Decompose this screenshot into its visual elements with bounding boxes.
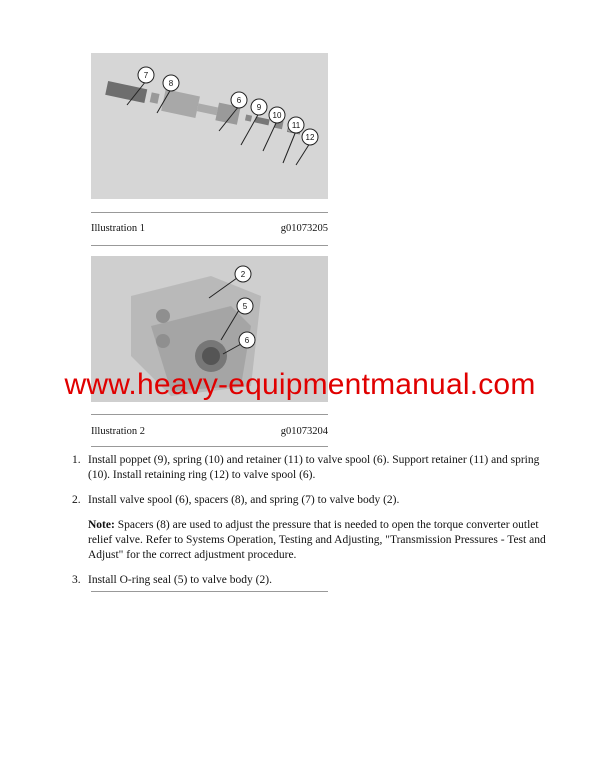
note-text: Spacers (8) are used to adjust the pressure that is needed to open the torque converter outlet relief valve. Refer to Systems Operation, Testing and Adjusting, "Transmission Pressures - Test and Adjust" for the correct adjustment procedure.	[88, 519, 546, 561]
callout-8: 8	[168, 79, 174, 88]
illustration-1-caption	[91, 223, 328, 234]
note	[88, 518, 552, 563]
step-number: 1.	[72, 454, 81, 466]
step-text: Install O-ring seal (5) to valve body (2).	[88, 574, 272, 586]
divider	[91, 245, 328, 246]
divider	[91, 414, 328, 415]
procedure-steps	[72, 453, 552, 598]
caption-label: Illustration 2	[91, 426, 145, 437]
caption-code: g01073204	[280, 426, 328, 437]
caption-label: Illustration 1	[91, 223, 145, 234]
callout-9: 9	[256, 103, 262, 112]
callout-12: 12	[305, 133, 315, 142]
step-1	[72, 453, 552, 483]
callout-6: 6	[236, 96, 242, 105]
note-label: Note:	[88, 519, 115, 531]
callout-10: 10	[272, 111, 282, 120]
illustration-1-image	[91, 53, 328, 199]
callout-2: 2	[240, 270, 246, 279]
watermark: www.heavy-equipmentmanual.com	[64, 368, 536, 401]
step-3	[72, 573, 552, 588]
callout-11: 11	[291, 121, 301, 130]
divider	[91, 446, 328, 447]
step-text: Install poppet (9), spring (10) and retainer (11) to valve spool (6). Support retainer (11) and spring (10). Install retaining ring (12) to valve spool (6).	[88, 454, 540, 481]
step-text: Install valve spool (6), spacers (8), and spring (7) to valve body (2).	[88, 494, 400, 506]
caption-code: g01073205	[280, 223, 328, 234]
divider	[91, 212, 328, 213]
divider	[91, 591, 328, 592]
step-2	[72, 493, 552, 508]
callout-7: 7	[143, 71, 149, 80]
illustration-2-caption	[91, 426, 328, 437]
callout-6: 6	[244, 336, 250, 345]
step-number: 3.	[72, 574, 81, 586]
step-number: 2.	[72, 494, 81, 506]
callout-5: 5	[242, 302, 248, 311]
